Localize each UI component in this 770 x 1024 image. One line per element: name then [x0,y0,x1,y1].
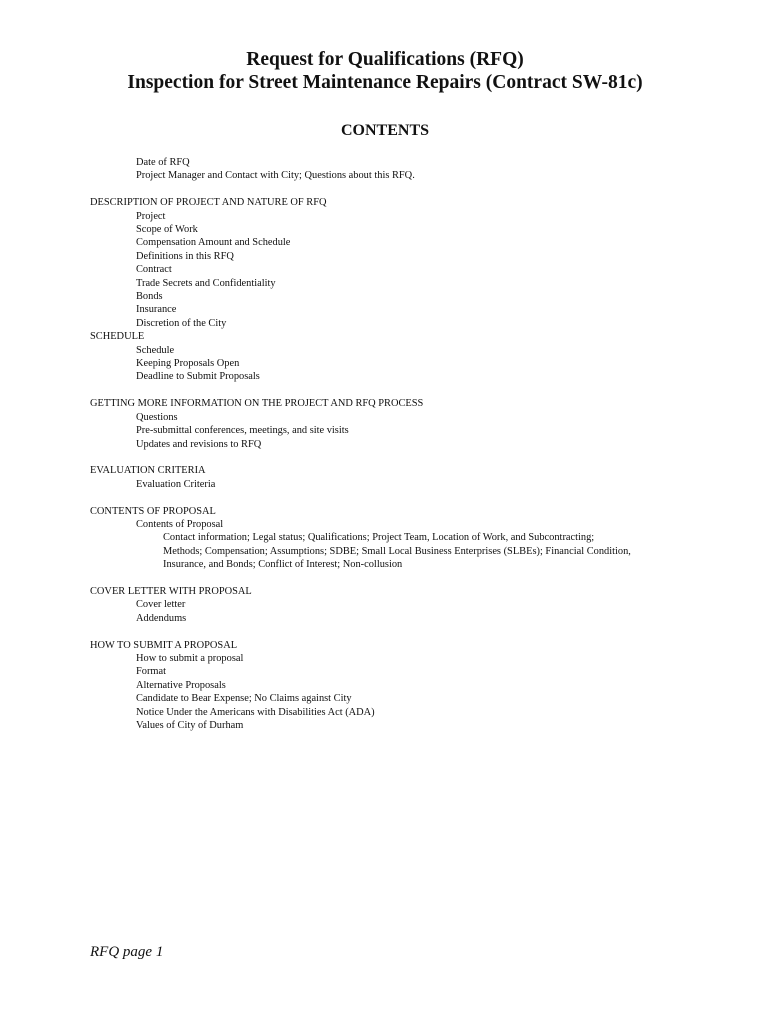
toc-item: Deadline to Submit Proposals [136,371,260,383]
toc-section-heading: DESCRIPTION OF PROJECT AND NATURE OF RFQ [90,197,327,209]
document-title-line1: Request for Qualifications (RFQ) [246,49,524,70]
toc-item: Discretion of the City [136,317,227,329]
toc-spacer [90,572,730,585]
toc-item: Contract [136,264,172,276]
toc-section-heading: CONTENTS OF PROPOSAL [90,505,216,517]
toc-item: Insurance [136,304,177,316]
toc-section-heading: GETTING MORE INFORMATION ON THE PROJECT AND RFQ PROCESS [90,398,424,410]
toc-item: Scope of Work [136,224,198,236]
page-footer: RFQ page 1 [90,944,164,960]
toc-item: Contents of Proposal [136,518,224,530]
toc-item: Definitions in this RFQ [136,250,234,262]
toc-spacer [90,451,730,464]
toc-item: Compensation Amount and Schedule [136,237,291,249]
toc-item: Pre-submittal conferences, meetings, and site visits [136,425,349,437]
toc-item: Updates and revisions to RFQ [136,438,262,450]
toc-section-heading: SCHEDULE [90,331,145,343]
document-title-line2: Inspection for Street Maintenance Repairs (Contract SW-81c) [127,72,643,93]
toc-item: Addendums [136,612,187,624]
toc-item: Notice Under the Americans with Disabilities Act (ADA) [136,706,375,718]
toc-subitem: Methods; Compensation; Assumptions; SDBE; Small Local Business Enterprises (SLBEs); Financial Condition, [163,545,631,557]
toc-item: How to submit a proposal [136,652,244,664]
toc-item: Date of RFQ [136,157,190,168]
toc-spacer [90,625,730,638]
toc-item: Schedule [136,344,175,356]
toc-item: Project [136,210,166,222]
toc-item: Questions [136,411,178,423]
toc-item: Candidate to Bear Expense; No Claims against City [136,693,352,705]
toc-item: Bonds [136,291,163,303]
toc-section-heading: EVALUATION CRITERIA [90,465,206,477]
toc-spacer [90,491,730,504]
toc-spacer [90,183,730,196]
toc-item: Keeping Proposals Open [136,358,240,370]
table-of-contents [90,156,730,732]
toc-spacer [90,384,730,397]
toc-item: Trade Secrets and Confidentiality [136,277,276,289]
toc-item: Cover letter [136,599,186,611]
toc-item: Evaluation Criteria [136,478,216,490]
toc-subitem: Contact information; Legal status; Qualifications; Project Team, Location of Work, and Subcontracting; [163,532,595,544]
toc-item: Format [136,666,167,678]
toc-section-heading: COVER LETTER WITH PROPOSAL [90,585,252,597]
toc-item: Values of City of Durham [136,719,244,731]
toc-item: Alternative Proposals [136,679,226,691]
contents-heading: CONTENTS [340,122,430,139]
toc-section-heading: HOW TO SUBMIT A PROPOSAL [90,639,238,651]
toc-item: Project Manager and Contact with City; Questions about this RFQ. [136,170,415,182]
toc-subitem: Insurance, and Bonds; Conflict of Interest; Non-collusion [163,559,403,571]
